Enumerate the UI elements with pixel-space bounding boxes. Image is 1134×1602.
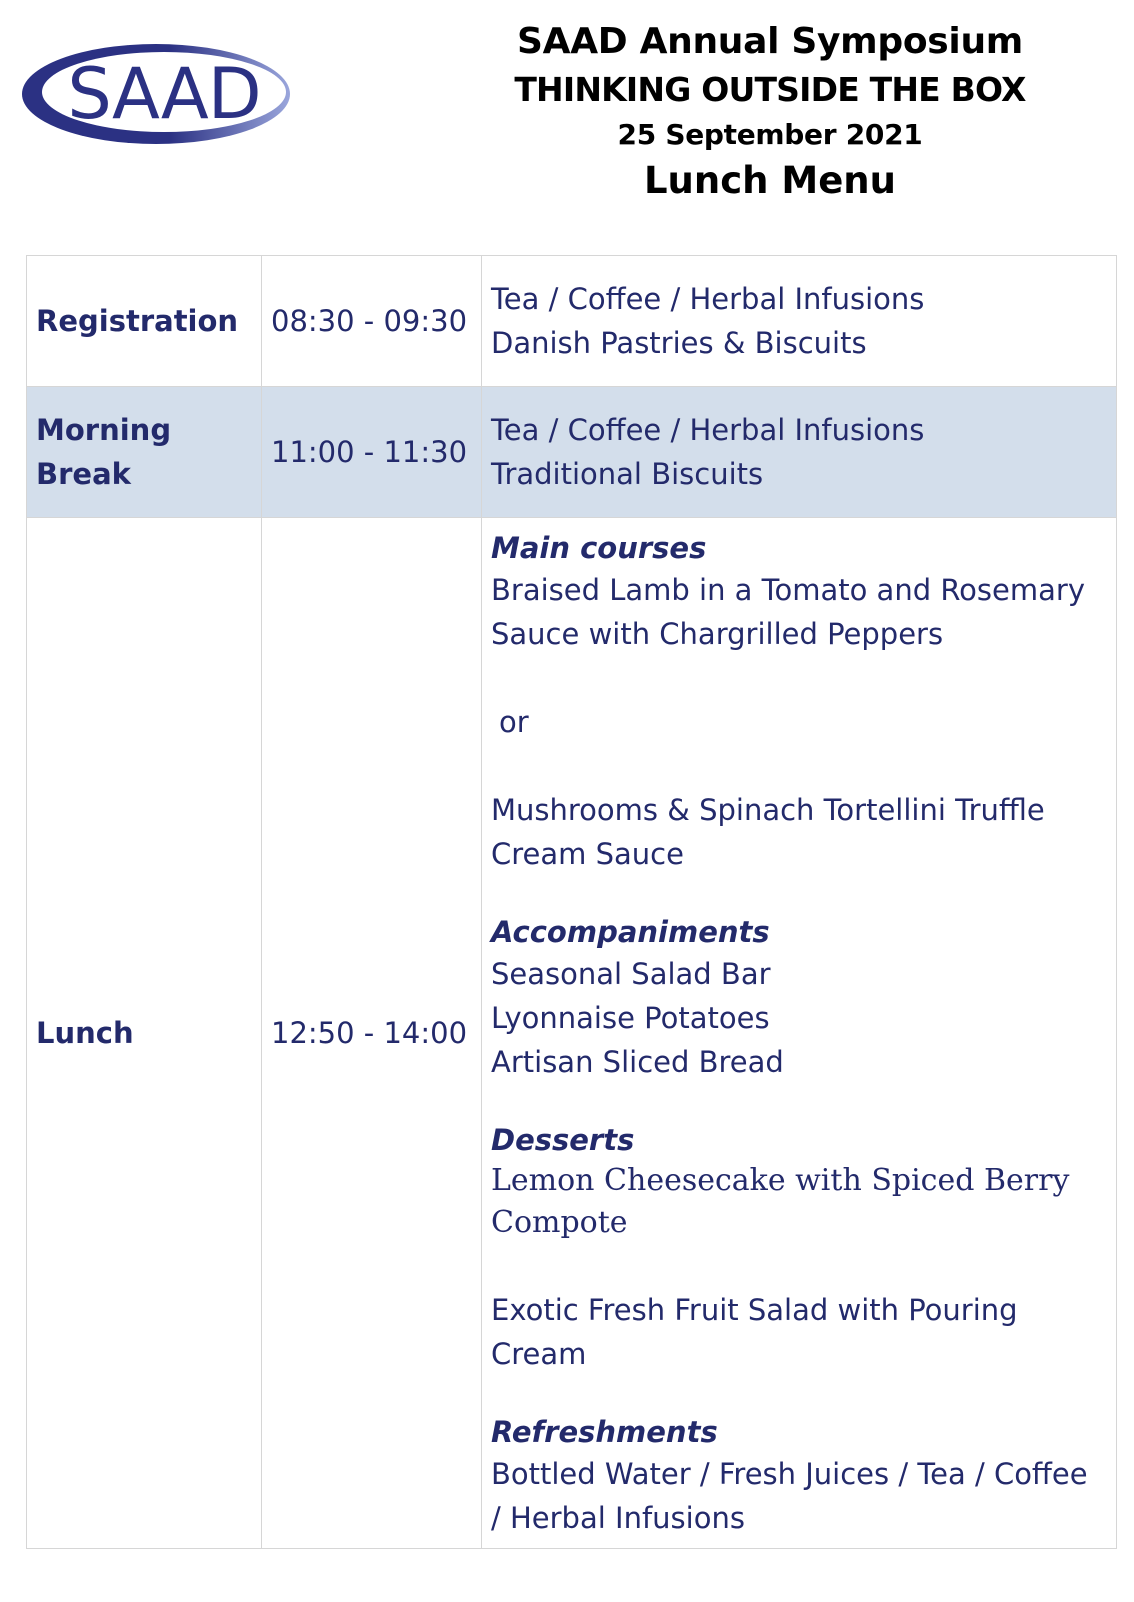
menu-item: / Herbal Infusions (491, 1501, 745, 1535)
menu-item: Cream Sauce (491, 837, 684, 871)
section-heading: Main courses (491, 531, 707, 565)
or-separator: or (499, 705, 529, 739)
time-cell: 11:00 - 11:30 (262, 387, 482, 518)
time-cell: 08:30 - 09:30 (262, 256, 482, 387)
session-name: Morning (36, 413, 172, 447)
menu-item: Traditional Biscuits (491, 457, 764, 491)
event-theme: THINKING OUTSIDE THE BOX (514, 70, 1026, 109)
session-cell (27, 518, 262, 1549)
saad-logo (18, 40, 298, 150)
menu-item: Artisan Sliced Bread (491, 1045, 784, 1079)
menu-item: Tea / Coffee / Herbal Infusions (491, 282, 925, 316)
session-name: Lunch (36, 1016, 134, 1050)
time-cell: 12:50 - 14:00 (262, 518, 482, 1549)
table-row-lunch (27, 518, 1117, 1549)
menu-table (26, 255, 1117, 1549)
menu-item: Danish Pastries & Biscuits (491, 326, 867, 360)
table-row-registration (27, 256, 1117, 387)
event-title: SAAD Annual Symposium (517, 21, 1023, 62)
menu-cell (482, 518, 1117, 1549)
saad-logo-icon (18, 40, 298, 150)
section-heading: Accompaniments (491, 915, 770, 949)
header (480, 18, 1060, 206)
menu-item: Exotic Fresh Fruit Salad with Pouring (491, 1293, 1018, 1327)
menu-item: Compote (491, 1205, 628, 1240)
section-heading: Refreshments (491, 1415, 718, 1449)
menu-item: Bottled Water / Fresh Juices / Tea / Coffee (491, 1457, 1088, 1491)
menu-item: Tea / Coffee / Herbal Infusions (491, 413, 925, 447)
menu-item: Lyonnaise Potatoes (491, 1001, 770, 1035)
event-date: 25 September 2021 (617, 118, 923, 151)
session-cell (27, 256, 262, 387)
menu-item: Cream (491, 1337, 587, 1371)
session-name: Registration (36, 304, 239, 338)
menu-item: Seasonal Salad Bar (491, 957, 771, 991)
menu-item: Lemon Cheesecake with Spiced Berry (491, 1163, 1070, 1198)
logo-text: SAAD (67, 53, 261, 135)
table-row-morning-break (27, 387, 1117, 518)
menu-item: Sauce with Chargrilled Peppers (491, 617, 944, 651)
menu-item: Braised Lamb in a Tomato and Rosemary (491, 573, 1085, 607)
section-heading: Desserts (491, 1123, 635, 1157)
session-name: Break (36, 457, 131, 491)
menu-cell (482, 387, 1117, 518)
menu-cell (482, 256, 1117, 387)
page-title: Lunch Menu (643, 159, 896, 202)
session-cell (27, 387, 262, 518)
menu-item: Mushrooms & Spinach Tortellini Truffle (491, 793, 1045, 827)
